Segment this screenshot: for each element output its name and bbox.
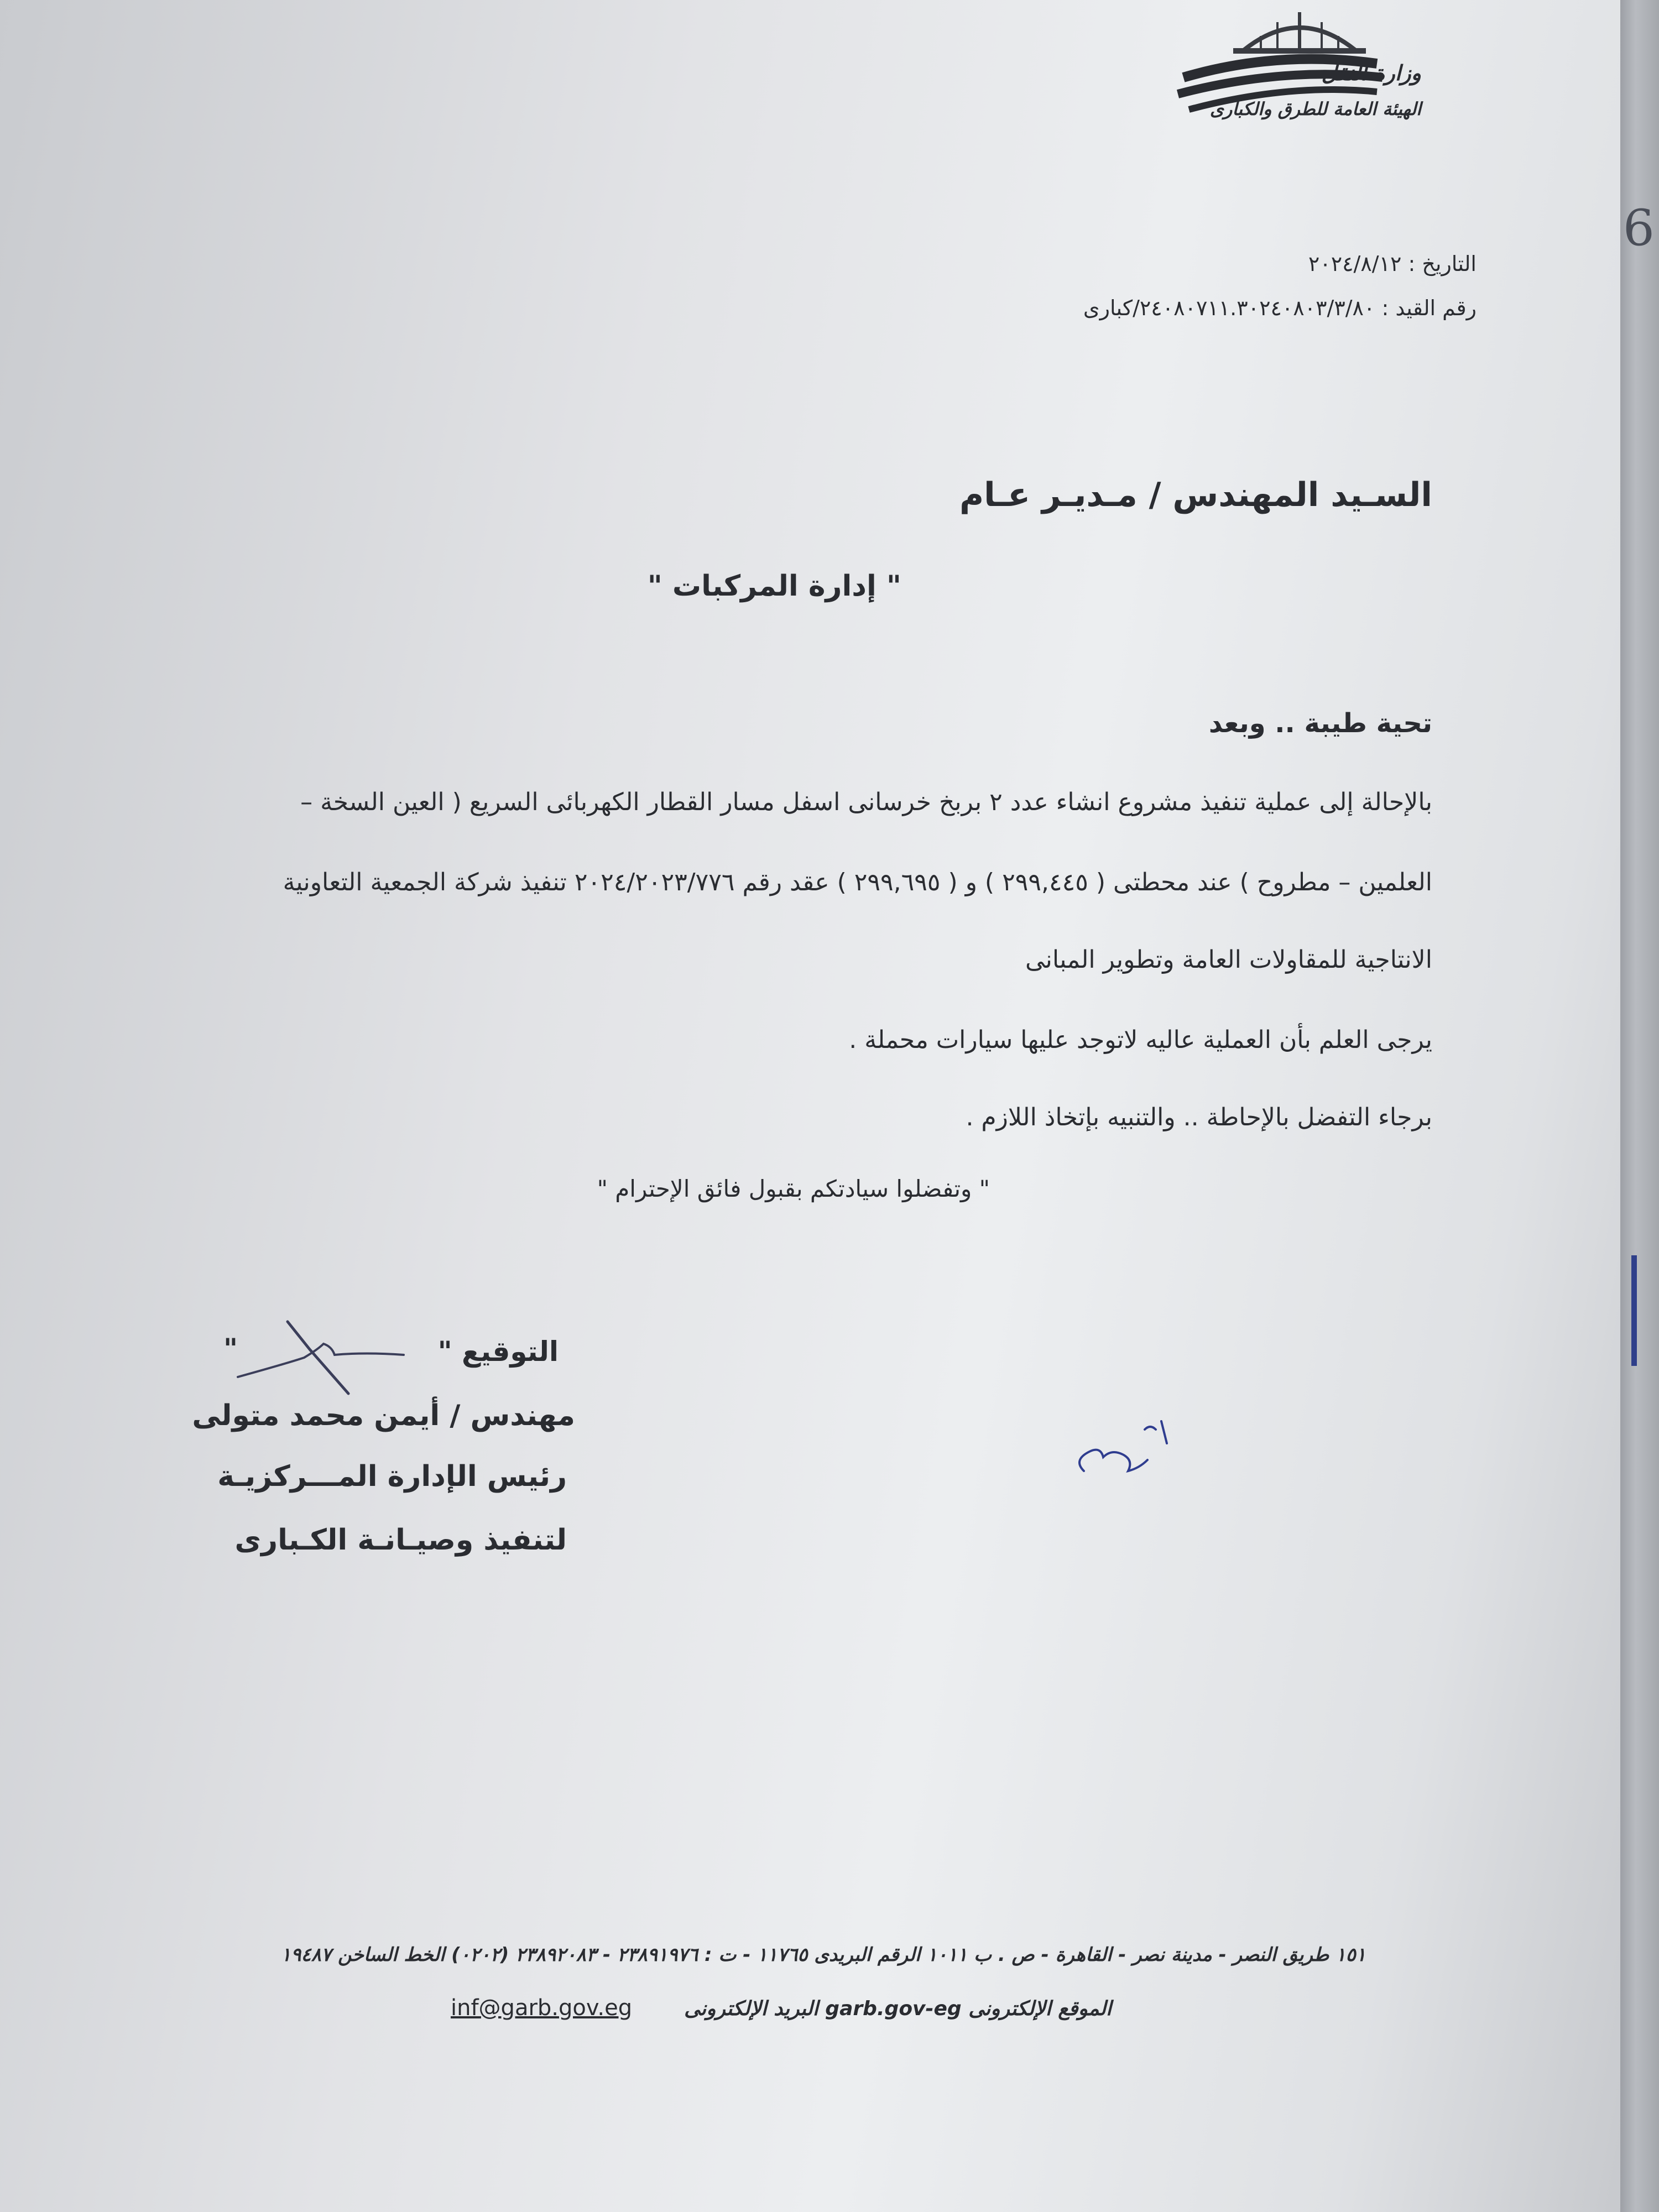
- edge-mark: 6: [1623, 199, 1655, 257]
- addressee-title: السـيد المهندس / مـديـر عـام: [959, 476, 1432, 514]
- signature-label: التوقيع ": [437, 1335, 559, 1368]
- reference-number: رقم القيد : ٢٤٠٨٠٧١١.٣٠٢٤٠٨٠٣/٣/٨٠/كبارى: [1083, 296, 1477, 320]
- signatory-title-1: رئيس الإدارة المـــركزيـة: [217, 1460, 567, 1493]
- body-line-3: الانتاجية للمقاولات العامة وتطوير المبانى: [1025, 946, 1432, 974]
- addressee-department: " إدارة المركبات ": [647, 570, 901, 603]
- handwritten-initial: [1051, 1399, 1194, 1493]
- body-line-2: العلمين – مطروح ) عند محطتى ( ٢٩٩,٤٤٥ ) و ( ٢٩٩,٦٩٥ ) عقد رقم ٢٠٢٤/٢٠٢٣/٧٧٦ تنفيذ شركة الجمعية التعاونية: [283, 868, 1432, 896]
- ministry-name: وزارة النقل: [1321, 61, 1421, 85]
- request-line: برجاء التفضل بالإحاطة .. والتنبيه بإتخاذ اللازم .: [966, 1103, 1432, 1131]
- footer-website: الموقع الإلكترونى garb.gov-eg البريد الإلكترونى: [684, 1997, 1112, 2020]
- signature-quote: ": [223, 1333, 238, 1365]
- authority-name: الهيئة العامة للطرق والكبارى: [1209, 98, 1421, 119]
- handwritten-signature: [221, 1316, 453, 1399]
- closing-line: " وتفضلوا سيادتكم بقبول فائق الإحترام ": [597, 1175, 990, 1202]
- adjacent-page-edge: [1620, 0, 1659, 2212]
- signatory-name: مهندس / أيمن محمد متولى: [192, 1399, 575, 1432]
- greeting: تحية طيبة .. وبعد: [1208, 708, 1432, 739]
- edge-blue-mark: [1631, 1255, 1637, 1366]
- letter-date: التاريخ : ٢٠٢٤/٨/١٢: [1308, 252, 1477, 276]
- signatory-title-2: لتنفيذ وصيـانـة الكـبارى: [234, 1524, 567, 1557]
- footer-address: ١٥١ طريق النصر - مدينة نصر - القاهرة - ص . ب ١٠١١ الرقم البريدى ١١٧٦٥ - ت : ٢٣٨٩١٩٧٦ - ٢٣٨٩٢٠٨٣ (٠٢٠٢) الخط الساخن ١٩٤٨٧: [280, 1944, 1366, 1966]
- body-line-1: بالإحالة إلى عملية تنفيذ مشروع انشاء عدد ٢ بربخ خرسانى اسفل مسار القطار الكهربائى السريع ( العين السخة –: [300, 788, 1432, 816]
- footer-email-link[interactable]: inf@garb.gov.eg: [451, 1995, 633, 2021]
- note-line: يرجى العلم بأن العملية عاليه لاتوجد عليها سيارات محملة .: [849, 1026, 1432, 1054]
